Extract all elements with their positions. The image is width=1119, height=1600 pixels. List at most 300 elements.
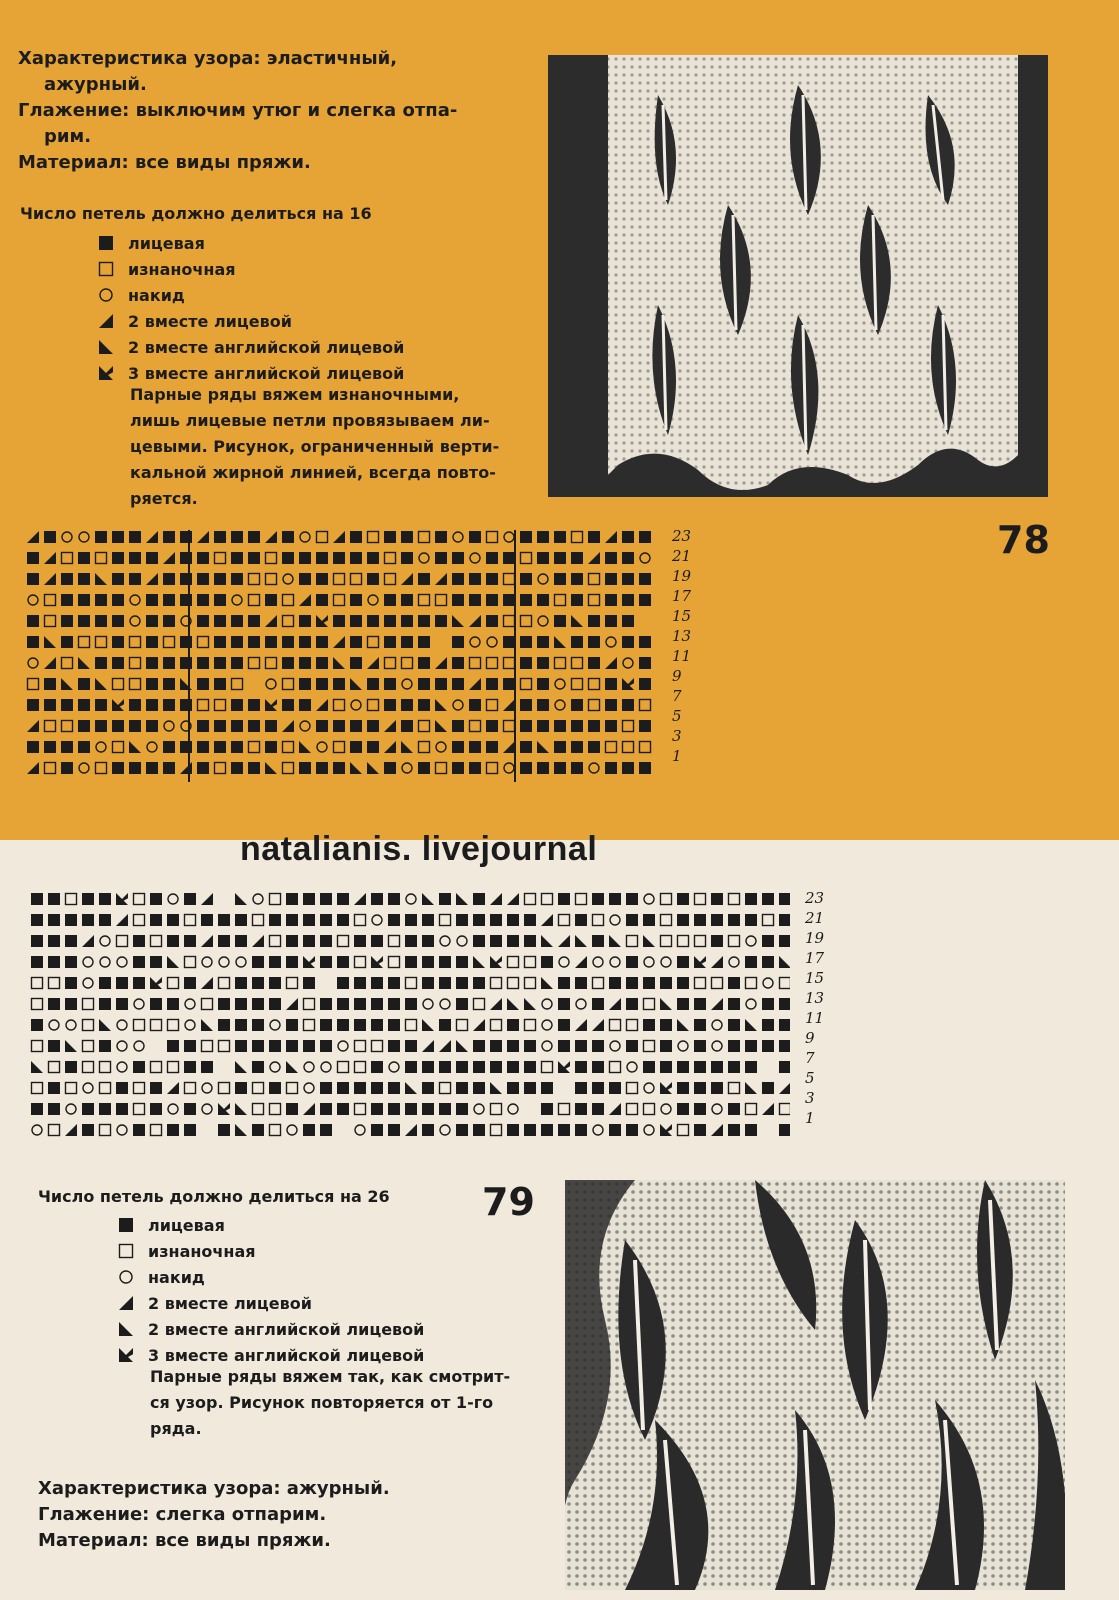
stitch-symbol (164, 637, 175, 648)
stitch-symbol (78, 699, 90, 711)
stitch-symbol (435, 720, 447, 732)
characteristics-line: ажурный. (44, 74, 147, 95)
stitch-symbol (538, 616, 548, 626)
stitch-symbol (253, 1104, 264, 1115)
stitch-symbol (605, 615, 617, 627)
stitch-symbol (95, 699, 107, 711)
stitch-symbol (44, 678, 56, 690)
stitch-symbol (282, 531, 294, 543)
stitch-symbol (640, 700, 651, 711)
stitch-symbol (452, 657, 464, 669)
stitch-symbol (371, 1103, 383, 1115)
stitch-symbol (439, 1103, 451, 1115)
stitch-symbol (525, 1020, 536, 1031)
row-number: 13 (672, 627, 692, 645)
stitch-symbol (350, 762, 362, 774)
stitch-symbol (525, 957, 536, 968)
stitch-symbol (609, 1103, 621, 1115)
stitch-symbol (266, 658, 277, 669)
stitch-symbol (486, 615, 498, 627)
stitch-symbol (134, 915, 145, 926)
stitch-symbol (712, 1104, 722, 1114)
stitch-symbol (304, 1020, 315, 1031)
stitch-symbol (541, 1103, 553, 1115)
stitch-symbol (235, 1019, 247, 1031)
pattern79-row-numbers (805, 888, 824, 1128)
stitch-symbol (28, 595, 38, 605)
stitch-symbol (422, 935, 434, 947)
stitch-symbol (286, 1019, 298, 1031)
stitch-symbol (232, 679, 243, 690)
stitch-symbol (456, 998, 468, 1010)
stitch-symbol (252, 956, 264, 968)
stitch-symbol (521, 616, 532, 627)
stitch-symbol (338, 1062, 349, 1073)
stitch-symbol (593, 915, 604, 926)
stitch-symbol (45, 616, 56, 627)
stitch-symbol (779, 914, 790, 926)
stitch-symbol (571, 594, 583, 606)
row-number: 19 (672, 567, 692, 585)
stitch-symbol (729, 894, 740, 905)
stitch-symbol (116, 1082, 128, 1094)
stitch-symbol (486, 720, 498, 732)
stitch-symbol (745, 1124, 757, 1136)
stitch-symbol (372, 1041, 383, 1052)
stitch-symbol (440, 915, 451, 926)
stitch-symbol (99, 977, 111, 989)
stitch-symbol (334, 595, 345, 606)
pattern78-instructions (130, 382, 530, 512)
stitch-symbol (486, 573, 498, 585)
stitch-symbol (372, 915, 382, 925)
stitch-symbol (520, 720, 532, 732)
stitch-symbol (537, 636, 549, 648)
stitch-symbol (402, 658, 413, 669)
stitch-symbol (487, 763, 498, 774)
stitch-symbol (266, 553, 277, 564)
stitch-symbol (504, 532, 514, 542)
stitch-symbol (184, 1061, 196, 1073)
stitch-symbol (609, 998, 621, 1010)
stitch-symbol (354, 977, 366, 989)
pattern78-characteristics (18, 46, 457, 176)
stitch-symbol (299, 678, 311, 690)
stitch-symbol (457, 936, 467, 946)
stitch-symbol (402, 679, 412, 689)
stitch-symbol (422, 1040, 434, 1052)
legend-item (98, 256, 404, 282)
stitch-symbol (270, 894, 281, 905)
stitch-symbol (503, 741, 515, 753)
stitch-symbol (184, 977, 196, 989)
stitch-symbol (163, 573, 175, 585)
stitch-symbol (151, 936, 162, 947)
stitch-symbol (215, 763, 226, 774)
stitch-symbol (558, 893, 570, 905)
stitch-symbol (283, 679, 294, 690)
row-number: 5 (672, 707, 682, 725)
stitch-symbol (316, 594, 328, 606)
stitch-symbol (112, 720, 124, 732)
stitch-symbol (660, 1019, 672, 1031)
stitch-symbol (27, 552, 39, 564)
stitch-symbol (640, 742, 651, 753)
stitch-symbol (249, 595, 260, 606)
stitch-symbol (146, 552, 158, 564)
stitch-symbol (129, 741, 141, 753)
stitch-symbol (45, 763, 56, 774)
legend-label: 3 вместе английской лицевой (148, 1345, 425, 1365)
stitch-symbol (78, 720, 90, 732)
stitch-symbol (639, 678, 651, 690)
stitch-symbol (117, 957, 127, 967)
stitch-symbol (456, 914, 468, 926)
stitch-symbol (252, 998, 264, 1010)
stitch-symbol (588, 657, 600, 669)
stitch-symbol (112, 552, 124, 564)
stitch-symbol (299, 762, 311, 774)
stitch-symbol (728, 998, 740, 1010)
stitch-symbol (456, 1061, 468, 1073)
stitch-symbol (355, 1062, 366, 1073)
stitch-symbol (117, 1020, 127, 1030)
stitch-symbol (389, 1062, 399, 1072)
stitch-symbol (405, 935, 417, 947)
stitch-symbol (163, 594, 175, 606)
stitch-symbol (265, 594, 277, 606)
stitch-symbol (214, 594, 226, 606)
stitch-symbol (61, 573, 73, 585)
stitch-symbol (575, 1019, 587, 1031)
legend-label: лицевая (148, 1215, 225, 1235)
stitch-symbol (303, 935, 315, 947)
stitch-symbol (436, 742, 446, 752)
stitch-symbol (745, 1061, 757, 1073)
stitch-symbol (589, 574, 600, 585)
stitch-symbol (202, 1041, 213, 1052)
stitch-symbol (487, 532, 498, 543)
row-number: 15 (805, 969, 825, 987)
stitch-symbol (320, 914, 332, 926)
stitch-symbol (537, 657, 549, 669)
stitch-symbol (576, 999, 586, 1009)
stitch-symbol (95, 678, 107, 690)
stitch-symbol (197, 573, 209, 585)
stitch-symbol (435, 657, 447, 669)
stitch-symbol (728, 1124, 740, 1136)
stitch-symbol (456, 1082, 468, 1094)
stitch-symbol (401, 552, 413, 564)
stitch-symbol (270, 1125, 281, 1136)
stitch-symbol (316, 678, 328, 690)
stitch-symbol (146, 594, 158, 606)
pattern79-characteristics (38, 1476, 390, 1554)
stitch-symbol (542, 894, 553, 905)
stitch-symbol (249, 742, 260, 753)
stitch-symbol (605, 594, 617, 606)
stitch-symbol (575, 914, 587, 926)
stitch-symbol (146, 762, 158, 774)
stitch-symbol (660, 1124, 672, 1136)
stitch-symbol (150, 914, 162, 926)
stitch-symbol (185, 915, 196, 926)
legend-item (98, 334, 404, 360)
stitch-symbol (48, 914, 60, 926)
stitch-symbol (117, 936, 128, 947)
stitch-symbol (265, 741, 277, 753)
stitch-symbol (338, 936, 349, 947)
stitch-symbol (508, 978, 519, 989)
legend-item (118, 1264, 424, 1290)
stitch-symbol (367, 762, 379, 774)
stitch-symbol (491, 1104, 502, 1115)
stitch-symbol (643, 1061, 655, 1073)
stitch-symbol (507, 935, 519, 947)
stitch-symbol (626, 914, 638, 926)
stitch-symbol (214, 573, 226, 585)
stitch-symbol (384, 636, 396, 648)
stitch-symbol (436, 763, 447, 774)
stitch-symbol (622, 615, 634, 627)
stitch-symbol (554, 741, 566, 753)
stitch-symbol (490, 893, 502, 905)
stitch-symbol (27, 762, 39, 774)
stitch-symbol (48, 893, 60, 905)
stitch-symbol (300, 721, 310, 731)
stitch-symbol (558, 1124, 570, 1136)
stitch-symbol (129, 699, 141, 711)
stitch-symbol (62, 721, 73, 732)
stitch-symbol (571, 699, 583, 711)
stitch-symbol (100, 1062, 111, 1073)
stitch-symbol (419, 721, 430, 732)
stitch-symbol (134, 1020, 145, 1031)
stitch-symbol (405, 1124, 417, 1136)
stitch-symbol (520, 762, 532, 774)
stitch-symbol (473, 1040, 485, 1052)
stitch-symbol (304, 999, 315, 1010)
stitch-symbol (558, 1040, 570, 1052)
stitch-symbol (644, 999, 655, 1010)
stitch-symbol (504, 658, 515, 669)
stitch-symbol (452, 573, 464, 585)
stitch-symbol (711, 956, 723, 968)
stitch-symbol (639, 657, 651, 669)
instruction-line: ряется. (130, 489, 198, 508)
stitch-symbol (269, 998, 281, 1010)
stitch-symbol (388, 1040, 400, 1052)
stitch-symbol (541, 914, 553, 926)
empty-square-icon (98, 261, 114, 277)
stitch-symbol (780, 978, 791, 989)
stitch-symbol (167, 1124, 179, 1136)
stitch-symbol (180, 678, 192, 690)
stitch-symbol (371, 1019, 383, 1031)
stitch-symbol (320, 1124, 332, 1136)
stitch-symbol (470, 553, 480, 563)
stitch-symbol (623, 721, 634, 732)
stitch-symbol (231, 720, 243, 732)
stitch-symbol (592, 893, 604, 905)
stitch-symbol (316, 573, 328, 585)
stitch-symbol (320, 935, 332, 947)
stitch-symbol (452, 720, 464, 732)
stitch-symbol (82, 1124, 94, 1136)
stitch-symbol (661, 915, 672, 926)
stitch-symbol (150, 1082, 162, 1094)
stitch-symbol (542, 1041, 552, 1051)
stitch-symbol (419, 532, 430, 543)
stitch-symbol (504, 763, 514, 773)
stitch-symbol (44, 552, 56, 564)
stitch-symbol (303, 956, 315, 968)
stitch-symbol (300, 532, 310, 542)
stitch-symbol (130, 637, 141, 648)
stitch-symbol (388, 977, 400, 989)
stitch-symbol (66, 894, 77, 905)
stitch-symbol (231, 531, 243, 543)
stitch-symbol (151, 1020, 162, 1031)
stitch-symbol (48, 998, 60, 1010)
stitch-symbol (609, 977, 621, 989)
stitch-symbol (146, 657, 158, 669)
stitch-symbol (588, 720, 600, 732)
stitch-symbol (133, 977, 145, 989)
stitch-symbol (78, 573, 90, 585)
stitch-symbol (610, 957, 620, 967)
stitch-symbol (198, 637, 209, 648)
stitch-symbol (571, 636, 583, 648)
stitch-symbol (269, 1040, 281, 1052)
stitch-symbol (265, 531, 277, 543)
stitch-symbol (728, 914, 740, 926)
stitch-symbol (168, 1104, 178, 1114)
lace-knit-photo-78 (548, 55, 1048, 497)
stitch-symbol (219, 1041, 230, 1052)
stitch-symbol (418, 762, 430, 774)
stitch-symbol (248, 720, 260, 732)
stitch-symbol (163, 531, 175, 543)
stitch-symbol (83, 1083, 93, 1093)
stitch-symbol (610, 1062, 621, 1073)
stitch-symbol (677, 977, 689, 989)
stitch-symbol (473, 1124, 485, 1136)
stitch-symbol (61, 594, 73, 606)
stitch-symbol (27, 636, 39, 648)
stitch-symbol (507, 1040, 519, 1052)
stitch-symbol (609, 1082, 621, 1094)
ironing-line: Глажение: слегка отпарим. (38, 1504, 327, 1525)
stitch-symbol (388, 1082, 400, 1094)
stitch-symbol (116, 977, 128, 989)
stitch-symbol (622, 531, 634, 543)
stitch-symbol (541, 977, 553, 989)
stitch-symbol (660, 1040, 672, 1052)
stitch-symbol (729, 936, 740, 947)
stitch-symbol (163, 678, 175, 690)
stitch-symbol (266, 574, 277, 585)
stitch-symbol (44, 741, 56, 753)
stitch-symbol (214, 741, 226, 753)
stitch-symbol (180, 594, 192, 606)
stitch-symbol (283, 595, 294, 606)
row-number: 9 (805, 1029, 815, 1047)
stitch-symbol (355, 915, 366, 926)
stitch-symbol (27, 531, 39, 543)
stitch-symbol (572, 658, 583, 669)
stitch-symbol (384, 699, 396, 711)
stitch-symbol (321, 1062, 331, 1072)
stitch-symbol (490, 956, 502, 968)
stitch-symbol (214, 615, 226, 627)
stitch-symbol (337, 893, 349, 905)
stitch-symbol (66, 1083, 77, 1094)
stitch-symbol (677, 1061, 689, 1073)
stitch-symbol (184, 935, 196, 947)
stitch-symbol (439, 977, 451, 989)
stitch-symbol (269, 1082, 281, 1094)
stitch-symbol (439, 956, 451, 968)
stitch-symbol (367, 615, 379, 627)
stitch-symbol (167, 935, 179, 947)
stitch-symbol (62, 532, 72, 542)
stitch-symbol (473, 1061, 485, 1073)
stitch-symbol (490, 1040, 502, 1052)
stitch-symbol (694, 1019, 706, 1031)
stitch-symbol (337, 998, 349, 1010)
stitch-symbol (711, 1082, 723, 1094)
stitch-symbol (470, 721, 481, 732)
stitch-symbol (44, 573, 56, 585)
stitch-symbol (49, 1125, 60, 1136)
stitch-symbol (320, 1082, 332, 1094)
stitch-symbol (728, 1040, 740, 1052)
stitch-symbol (334, 742, 345, 753)
stitch-symbol (401, 741, 413, 753)
filled-square-icon (118, 1217, 134, 1233)
stitch-symbol (575, 1040, 587, 1052)
stitch-symbol (334, 700, 345, 711)
stitch-symbol (164, 721, 174, 731)
stitch-symbol (779, 935, 790, 947)
stitch-symbol (456, 893, 468, 905)
stitch-symbol (45, 721, 56, 732)
stitch-symbol (439, 1061, 451, 1073)
stitch-symbol (316, 657, 328, 669)
stitch-symbol (401, 615, 413, 627)
stitch-symbol (487, 700, 498, 711)
stitch-symbol (486, 552, 498, 564)
stitch-symbol (299, 699, 311, 711)
stitch-symbol (456, 1103, 468, 1115)
stitch-symbol (367, 573, 379, 585)
stitch-symbol (269, 956, 281, 968)
stitch-symbol (337, 977, 349, 989)
stitch-symbol (504, 574, 515, 585)
pattern78-chart (26, 530, 666, 782)
stitch-symbol (367, 741, 379, 753)
stitch-symbol (436, 595, 447, 606)
stitch-symbol (677, 998, 689, 1010)
stitch-symbol (508, 957, 519, 968)
stitch-symbol (542, 999, 552, 1009)
stitch-symbol (116, 998, 128, 1010)
stitch-symbol (762, 1019, 774, 1031)
pattern78-stitch-count: Число петель должно делиться на 16 (20, 204, 372, 223)
stitch-symbol (694, 1103, 706, 1115)
stitch-symbol (520, 699, 532, 711)
